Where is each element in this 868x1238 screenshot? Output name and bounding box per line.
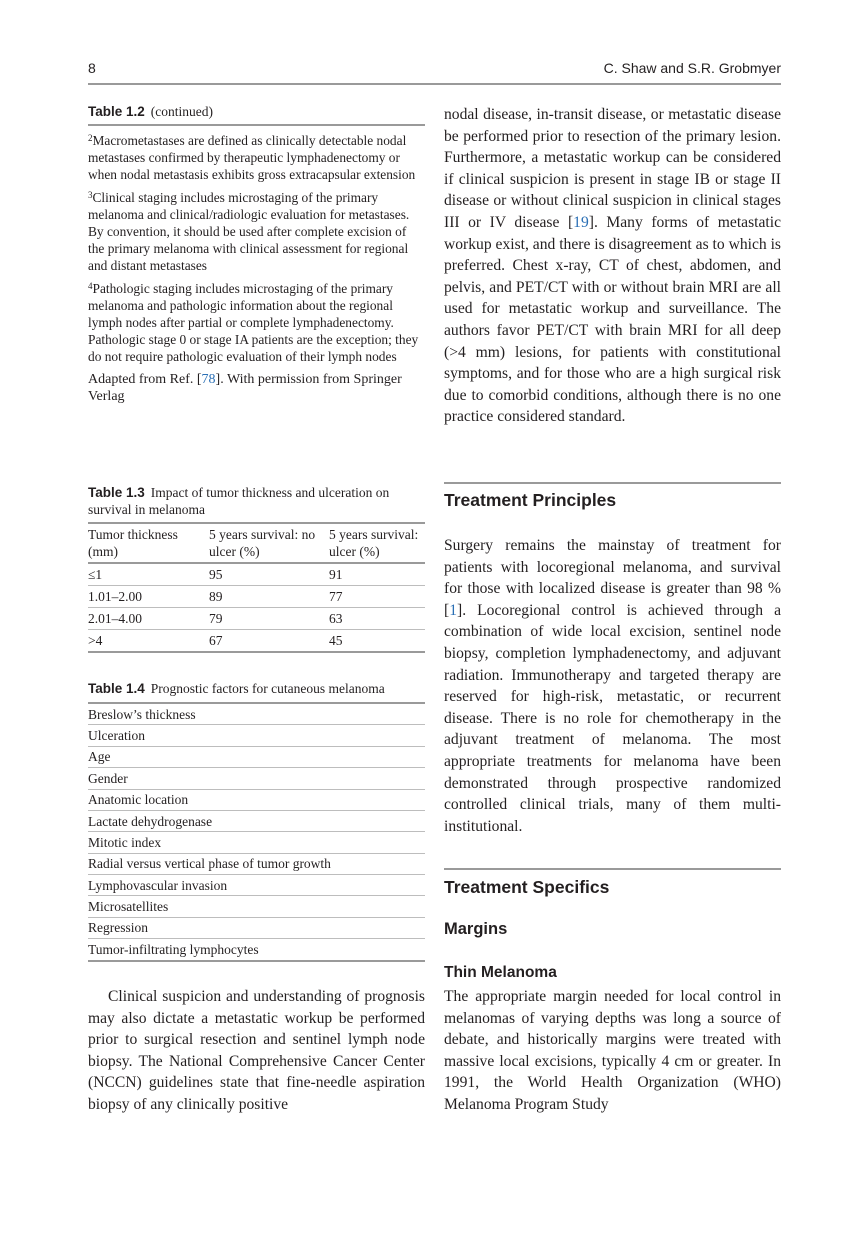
table-header-cell: Tumor thickness (mm): [88, 524, 209, 563]
table-1-2-label: Table 1.2: [88, 104, 145, 119]
running-authors: C. Shaw and S.R. Grobmyer: [603, 60, 781, 76]
table-1-3-caption: [88, 484, 425, 518]
table-header-cell: 5 years survival: ulcer (%): [329, 524, 425, 563]
table-row: [88, 630, 425, 653]
table-1-4-caption: [88, 680, 425, 697]
table-1-4-caption-text: Prognostic factors for cutaneous melanoma: [150, 681, 385, 696]
footnote-marker: 3: [88, 190, 93, 200]
list-item: Lymphovascular invasion: [88, 875, 425, 896]
table-1-2-caption: [88, 103, 425, 120]
table-1-4-label: Table 1.4: [88, 681, 145, 696]
heading-treatment-principles: Treatment Principles: [444, 490, 617, 510]
thin-melanoma-paragraph: The appropriate margin needed for local control in melanomas of varying depths was long a source of debate, and historically margins were treated with massive local excisions, typically 4 cm or greater. In 1991, the World Health Organization (WHO) Melanoma Program Study: [444, 988, 781, 1113]
adapted-text: Adapted from Ref. [: [88, 372, 202, 387]
paragraph-text: ]. Many forms of metastatic workup exist, and there is disagreement as to which is preferred. Chest x-ray, CT of chest, abdomen, and pelvis, and PET/CT with or without brain MRI are all used for metastatic workup and surveillance. The authors favor PET/CT with brain MRI for all deep (>4 mm) lesions, for patients with constitutional symptoms, and for those who are a high surgical risk due to comorbid conditions, although there is no one practice considered standard.: [444, 213, 781, 426]
table-cell: 67: [209, 630, 329, 653]
section-rule: [444, 868, 781, 870]
running-header: [88, 60, 781, 82]
citation-link[interactable]: 78: [201, 372, 216, 387]
table-cell: 1.01–2.00: [88, 586, 209, 608]
table-1-2-caption-text: (continued): [150, 104, 214, 119]
footnote-4: [88, 280, 425, 365]
table-cell: 91: [329, 563, 425, 586]
footnote-2: [88, 132, 425, 183]
table-row: [88, 608, 425, 630]
footnote-3: [88, 189, 425, 274]
paragraph-text: ]. Locoregional control is achieved through a combination of wide local excision, sentinel node biopsy, completion lymphadenectomy, and adjuvant radiation. Immunotherapy and targeted therapy are reserved for high-risk, metastatic, or recurrent disease. There is no role for chemotherapy in the adjuvant treatment of melanoma. The most appropriate treatments for melanoma have been demonstrated through prospective randomized controlled clinical trials, many of them multi-institutional.: [444, 601, 781, 835]
list-item: Regression: [88, 918, 425, 939]
list-item: Radial versus vertical phase of tumor growth: [88, 854, 425, 875]
table-cell: 77: [329, 586, 425, 608]
table-cell: 79: [209, 608, 329, 630]
list-item: Mitotic index: [88, 832, 425, 853]
list-item: Lactate dehydrogenase: [88, 811, 425, 832]
table-1-3-label: Table 1.3: [88, 485, 145, 500]
list-item: Age: [88, 747, 425, 768]
table-1-3: [88, 524, 425, 653]
citation-link[interactable]: 19: [573, 213, 589, 231]
table-1-3-block: [88, 484, 425, 653]
heading-treatment-specifics: Treatment Specifics: [444, 877, 610, 897]
heading-thin-melanoma: Thin Melanoma: [444, 964, 557, 981]
right-body-paragraph-1: [444, 104, 781, 428]
list-item: Breslow’s thickness: [88, 704, 425, 725]
footnote-text: Pathologic staging includes microstaging of the primary melanoma and pathologic information about the regional lymph nodes after partial or complete lymphadenectomy. Pathologic stage 0 or stage IA patients are the exception; they do not require pathologic evaluation of their lymph nodes: [88, 281, 419, 364]
footnote-text: Clinical staging includes microstaging of the primary melanoma and clinical/radiologic evaluation for metastases. By convention, it should be used after complete excision of the primary melanoma with clinical assessment for regional and distant metastases: [88, 190, 410, 273]
table-header-row: [88, 524, 425, 563]
principles-paragraph: [444, 535, 781, 837]
table-row: [88, 586, 425, 608]
paragraph-text: Surgery remains the mainstay of treatment for patients with locoregional melanoma, and survival for those with localized disease is greater than 98 % [: [444, 537, 781, 619]
table-cell: 95: [209, 563, 329, 586]
table-cell: 89: [209, 586, 329, 608]
table-1-2-block: [88, 103, 425, 411]
table-cell: 63: [329, 608, 425, 630]
section-rule: [444, 482, 781, 484]
list-item: Ulceration: [88, 725, 425, 746]
adapted-note: [88, 371, 425, 405]
table-1-4-block: [88, 680, 425, 962]
table-1-4: [88, 704, 425, 962]
paragraph-text: nodal disease, in-transit disease, or metastatic disease be performed prior to resection of the primary lesion. Furthermore, a metastatic workup can be considered if clinical suspicion is present in stage IB or stage II disease or without clinical suspicion in clinical stages III or IV disease [: [444, 106, 781, 231]
list-item: Gender: [88, 768, 425, 789]
table-cell: 2.01–4.00: [88, 608, 209, 630]
list-item: Tumor-infiltrating lymphocytes: [88, 939, 425, 961]
list-item: Microsatellites: [88, 896, 425, 917]
left-body-paragraph: Clinical suspicion and understanding of prognosis may also dictate a metastatic workup be performed prior to surgical resection and sentinel lymph node biopsy. The National Comprehensive Cancer Center (NCCN) guidelines state that fine-needle aspiration biopsy of any clinically positive: [88, 988, 425, 1113]
heading-margins: Margins: [444, 920, 508, 938]
table-header-cell: 5 years survival: no ulcer (%): [209, 524, 329, 563]
footnote-marker: 2: [88, 133, 93, 143]
page-number: 8: [88, 60, 96, 76]
citation-link[interactable]: 1: [449, 601, 457, 619]
adapted-text: ]. With permission from Springer Verlag: [88, 372, 402, 404]
table-cell: >4: [88, 630, 209, 653]
list-item: Anatomic location: [88, 790, 425, 811]
table-cell: 45: [329, 630, 425, 653]
footnote-marker: 4: [88, 281, 93, 291]
table-1-3-caption-text: Impact of tumor thickness and ulceration on survival in melanoma: [88, 485, 390, 517]
table-cell: ≤1: [88, 563, 209, 586]
table-row: [88, 563, 425, 586]
footnote-text: Macrometastases are defined as clinically detectable nodal metastases confirmed by therapeutic lymphadenectomy or when nodal metastasis exhibits gross extracapsular extension: [88, 133, 416, 182]
table-rule: [88, 124, 425, 126]
header-rule: [88, 83, 781, 85]
